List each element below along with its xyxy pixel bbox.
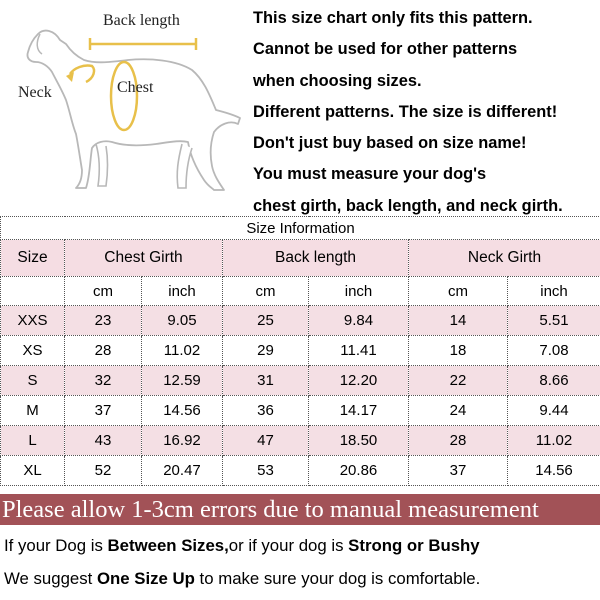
note-line: Don't just buy based on size name!: [253, 134, 527, 153]
dog-front-leg: [96, 144, 108, 186]
back-cm-cell: 36: [223, 396, 309, 426]
footer-line-2: [4, 569, 480, 589]
table-caption: Size Information: [1, 217, 600, 240]
back-inch-cell: 9.84: [309, 306, 409, 336]
neck-cm-cell: 14: [409, 306, 508, 336]
size-cell: L: [1, 426, 65, 456]
note-line: Different patterns. The size is different!: [253, 102, 558, 121]
neck-cm-cell: 22: [409, 366, 508, 396]
header-neck-girth: Neck Girth: [409, 240, 600, 277]
unit-cell: inch: [309, 277, 409, 306]
note-line: This size chart only fits this pattern.: [253, 9, 533, 27]
chest-cm-cell: 23: [65, 306, 142, 336]
chest-label: Chest: [117, 79, 154, 96]
unit-cell: cm: [223, 277, 309, 306]
size-cell: S: [1, 366, 65, 396]
back-inch-cell: 18.50: [309, 426, 409, 456]
note-line: chest girth, back length, and neck girth.: [253, 196, 563, 215]
chest-cm-cell: 52: [65, 456, 142, 486]
back-inch-cell: 14.17: [309, 396, 409, 426]
neck-inch-cell: 11.02: [508, 426, 600, 456]
footer-text: We suggest: [4, 569, 97, 588]
back-inch-cell: 11.41: [309, 336, 409, 366]
neck-cm-cell: 18: [409, 336, 508, 366]
back-cm-cell: 53: [223, 456, 309, 486]
table-row: [1, 426, 600, 456]
note-line: Cannot be used for other patterns: [253, 40, 518, 59]
neck-label: Neck: [18, 84, 52, 101]
table-row: [1, 396, 600, 426]
dog-outline: [27, 31, 240, 190]
size-notes: [253, 3, 598, 222]
back-cm-cell: 47: [223, 426, 309, 456]
chest-inch-cell: 9.05: [142, 306, 223, 336]
footer-text: to make sure your dog is comfortable.: [194, 569, 481, 588]
back-cm-cell: 25: [223, 306, 309, 336]
table-row: [1, 306, 600, 336]
chest-cm-cell: 37: [65, 396, 142, 426]
back-cm-cell: 29: [223, 336, 309, 366]
footer-emphasis: Strong or Bushy: [348, 536, 480, 555]
header-back-length: Back length: [223, 240, 409, 277]
unit-cell: cm: [409, 277, 508, 306]
size-cell: M: [1, 396, 65, 426]
neck-inch-cell: 9.44: [508, 396, 600, 426]
chest-inch-cell: 16.92: [142, 426, 223, 456]
header-chest-girth: Chest Girth: [65, 240, 223, 277]
neck-cm-cell: 37: [409, 456, 508, 486]
chest-inch-cell: 20.47: [142, 456, 223, 486]
table-row: [1, 336, 600, 366]
dog-silhouette-icon: [0, 0, 245, 212]
dog-hind-leg: [177, 144, 192, 188]
neck-inch-cell: 7.08: [508, 336, 600, 366]
back-inch-cell: 20.86: [309, 456, 409, 486]
unit-cell: inch: [508, 277, 600, 306]
unit-cell: cm: [65, 277, 142, 306]
chest-inch-cell: 11.02: [142, 336, 223, 366]
table-row: [1, 456, 600, 486]
footer-emphasis: One Size Up: [96, 569, 195, 588]
back-cm-cell: 31: [223, 366, 309, 396]
neck-inch-cell: 5.51: [508, 306, 600, 336]
footer-text: or if your dog is: [228, 536, 349, 555]
footer-line-1: [4, 536, 480, 556]
size-cell: XXS: [1, 306, 65, 336]
chest-cm-cell: 43: [65, 426, 142, 456]
note-line: You must measure your dog's: [253, 165, 487, 184]
measurement-diagram: [0, 0, 245, 212]
chest-cm-cell: 32: [65, 366, 142, 396]
chest-inch-cell: 14.56: [142, 396, 223, 426]
note-line: when choosing sizes.: [253, 71, 422, 90]
unit-cell: inch: [142, 277, 223, 306]
footer-text: If your Dog is: [4, 536, 108, 555]
size-table: [0, 216, 600, 486]
table-row: [1, 366, 600, 396]
footer-emphasis: Between Sizes,: [107, 536, 229, 555]
size-cell: XL: [1, 456, 65, 486]
back-inch-cell: 12.20: [309, 366, 409, 396]
neck-cm-cell: 24: [409, 396, 508, 426]
size-cell: XS: [1, 336, 65, 366]
neck-inch-cell: 8.66: [508, 366, 600, 396]
measurement-error-banner: Please allow 1-3cm errors due to manual measurement: [0, 494, 600, 525]
chest-cm-cell: 28: [65, 336, 142, 366]
header-size: Size: [1, 240, 65, 277]
units-blank: [1, 277, 65, 306]
neck-inch-cell: 14.56: [508, 456, 600, 486]
size-table-container: [0, 216, 600, 492]
neck-cm-cell: 28: [409, 426, 508, 456]
chest-inch-cell: 12.59: [142, 366, 223, 396]
back-length-label: Back length: [103, 12, 180, 29]
